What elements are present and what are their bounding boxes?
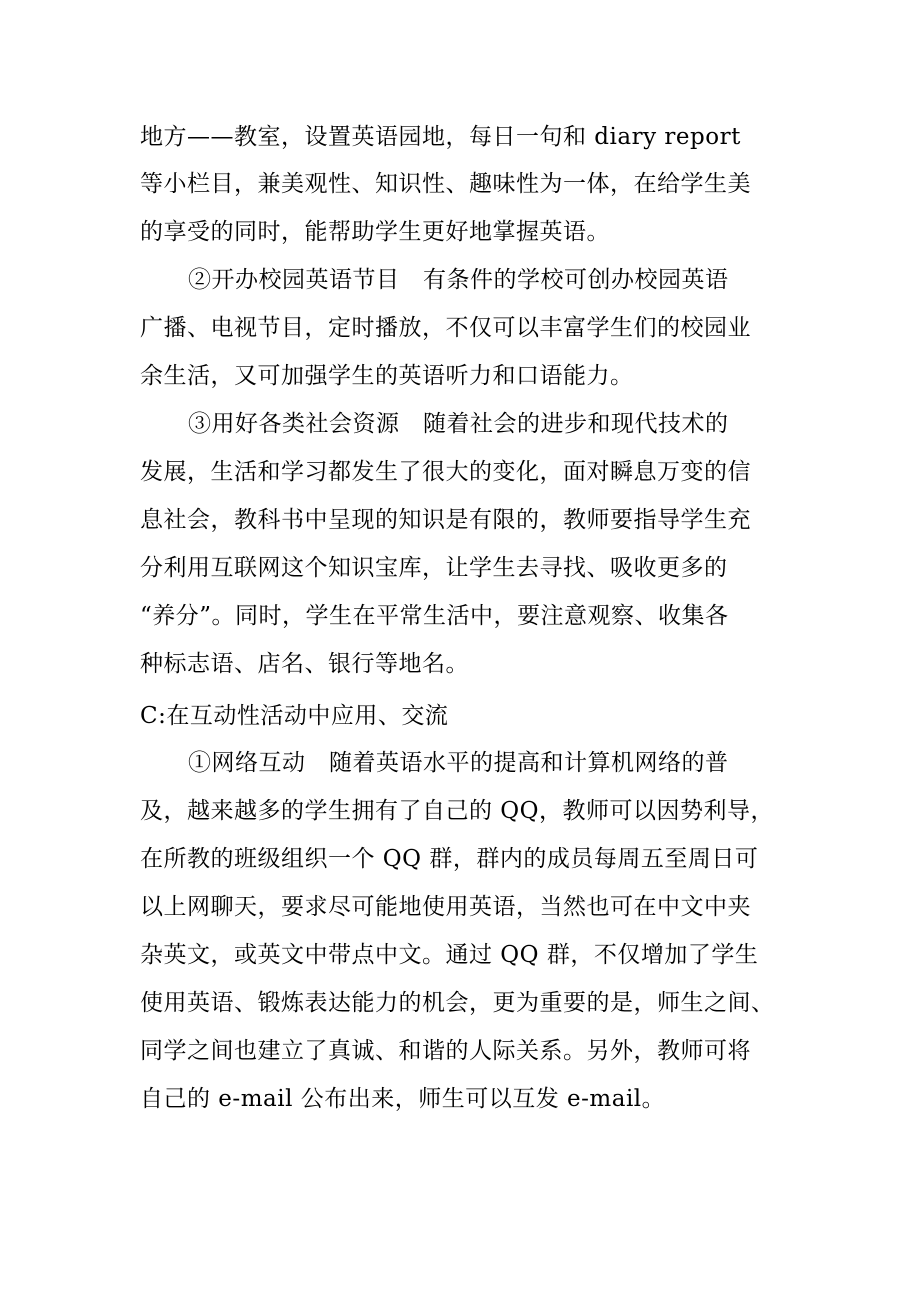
text-line-8: 发展，生活和学习都发生了很大的变化，面对瞬息万变的信 — [140, 459, 751, 485]
text-line-21: 自己的 e-mail 公布出来，师生可以互发 e-mail。 — [140, 1086, 666, 1112]
text-line-2: 等小栏目，兼美观性、知识性、趣味性为一体，在给学生美 — [140, 171, 751, 197]
paragraph-3-start: ③用好各类社会资源 随着社会的进步和现代技术的 — [188, 411, 729, 437]
text-line-5: 广播、电视节目，定时播放，不仅可以丰富学生们的校园业 — [140, 315, 751, 341]
text-line-11: “养分”。同时，学生在平常生活中，要注意观察、收集各 — [140, 603, 729, 629]
section-heading-c: C:在互动性活动中应用、交流 — [140, 703, 449, 729]
text-line-1: 地方——教室，设置英语园地，每日一句和 diary report — [140, 124, 741, 150]
text-line-16: 在所教的班级组织一个 QQ 群，群内的成员每周五至周日可 — [140, 846, 759, 872]
text-line-20: 同学之间也建立了真诚、和谐的人际关系。另外，教师可将 — [140, 1038, 751, 1064]
text-line-17: 以上网聊天，要求尽可能地使用英语，当然也可在中文中夹 — [140, 894, 751, 920]
text-line-18: 杂英文，或英文中带点中文。通过 QQ 群，不仅增加了学生 — [140, 942, 759, 968]
paragraph-4-start: ①网络互动 随着英语水平的提高和计算机网络的普 — [188, 750, 729, 776]
text-line-3: 的享受的同时，能帮助学生更好地掌握英语。 — [140, 219, 610, 245]
text-line-9: 息社会，教科书中呈现的知识是有限的，教师要指导学生充 — [140, 507, 751, 533]
text-line-12: 种标志语、店名、银行等地名。 — [140, 651, 469, 677]
paragraph-2-start: ②开办校园英语节目 有条件的学校可创办校园英语 — [188, 267, 729, 293]
text-line-15: 及，越来越多的学生拥有了自己的 QQ，教师可以因势利导， — [140, 798, 775, 824]
text-line-19: 使用英语、锻炼表达能力的机会，更为重要的是，师生之间、 — [140, 990, 775, 1016]
text-line-6: 余生活，又可加强学生的英语听力和口语能力。 — [140, 363, 634, 389]
text-line-10: 分利用互联网这个知识宝库，让学生去寻找、吸收更多的 — [140, 555, 728, 581]
